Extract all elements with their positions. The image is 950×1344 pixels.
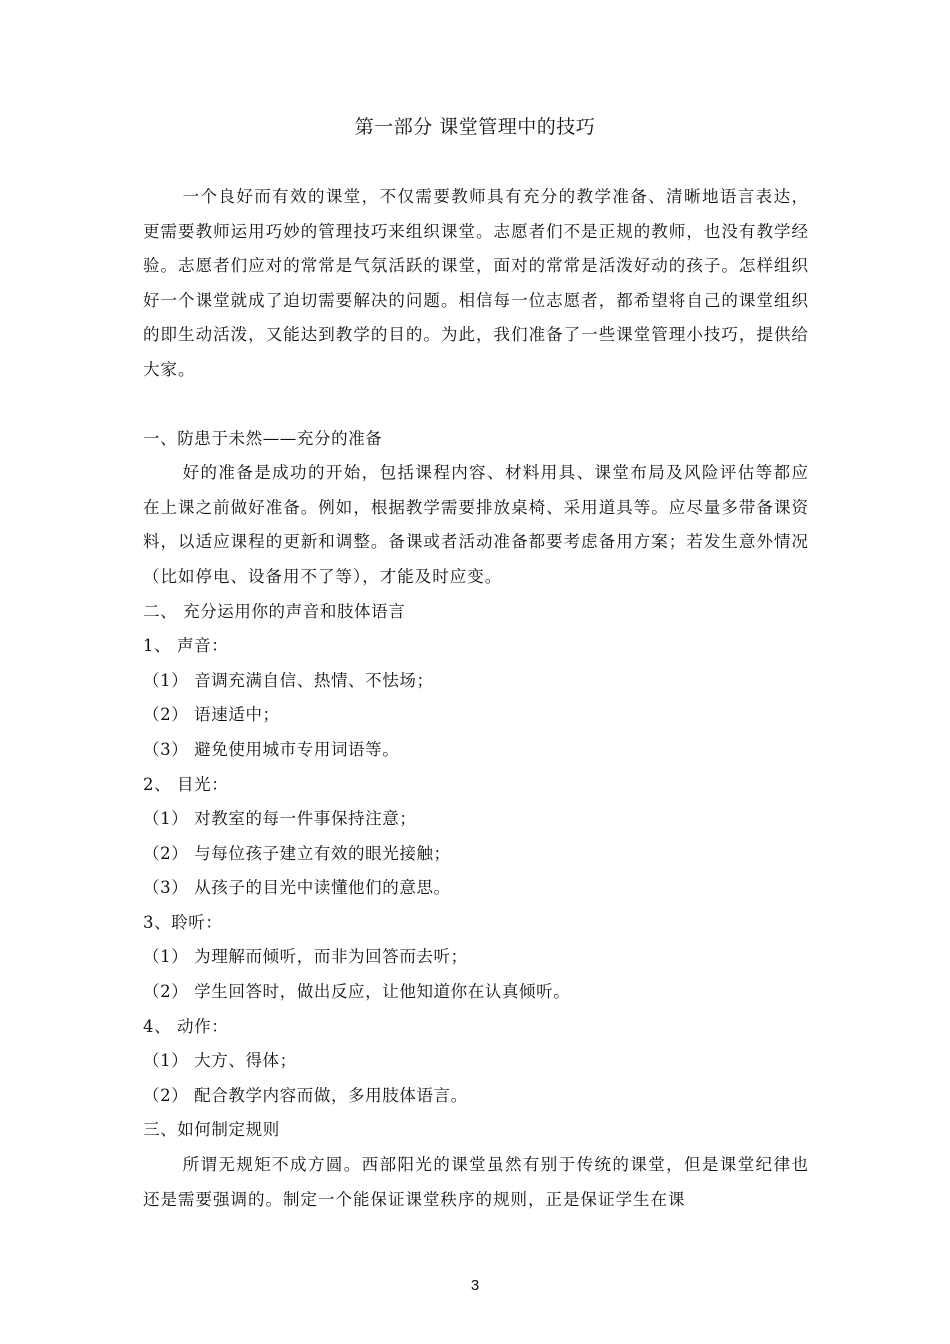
actions-item: （2） 配合教学内容而做，多用肢体语言。 bbox=[143, 1085, 468, 1105]
eyes-heading: 2、 目光： bbox=[143, 774, 229, 794]
section-3-heading: 三、如何制定规则 bbox=[143, 1120, 280, 1140]
eyes-item: （3） 从孩子的目光中读懂他们的意思。 bbox=[143, 878, 451, 898]
intro-paragraph: 一个良好而有效的课堂，不仅需要教师具有充分的教学准备、清晰地语言表达，更需要教师运用巧妙的管理技巧来组织课堂。志愿者们不是正规的教师，也没有教学经验。志愿者们应对的常常是气氛活跃的课堂，面对的常常是活泼好动的孩子。怎样组织好一个课堂就成了迫切需要解决的问题。相信每一位志愿者，都希望将自己的课堂组织的即生动活泼，又能达到教学的目的。为此，我们准备了一些课堂管理小技巧，提供给大家。 bbox=[143, 187, 809, 379]
voice-item: （1） 音调充满自信、热情、不怯场； bbox=[143, 670, 434, 690]
listening-item: （2） 学生回答时，做出反应，让他知道你在认真倾听。 bbox=[143, 982, 571, 1002]
section-1-body: 好的准备是成功的开始，包括课程内容、材料用具、课堂布局及风险评估等都应在上课之前做好准备。例如，根据教学需要排放桌椅、采用道具等。应尽量多带备课资料，以适应课程的更新和调整。备课或者活动准备都要考虑备用方案；若发生意外情况（比如停电、设备用不了等），才能及时应变。 bbox=[143, 463, 809, 586]
actions-heading: 4、 动作： bbox=[143, 1016, 229, 1036]
voice-item: （3） 避免使用城市专用词语等。 bbox=[143, 739, 400, 759]
paragraph-gap bbox=[143, 388, 809, 422]
document-body bbox=[143, 180, 809, 1217]
voice-heading: 1、 声音： bbox=[143, 636, 229, 656]
voice-item: （2） 语速适中； bbox=[143, 705, 280, 725]
actions-item: （1） 大方、得体； bbox=[143, 1051, 297, 1071]
section-1-heading: 一、防患于未然——充分的准备 bbox=[143, 428, 383, 448]
section-3-body: 所谓无规矩不成方圆。西部阳光的课堂虽然有别于传统的课堂，但是课堂纪律也还是需要强调的。制定一个能保证课堂秩序的规则，正是保证学生在课 bbox=[143, 1155, 809, 1209]
eyes-item: （1） 对教室的每一件事保持注意； bbox=[143, 809, 417, 829]
eyes-item: （2） 与每位孩子建立有效的眼光接触； bbox=[143, 843, 451, 863]
page-title: 第一部分 课堂管理中的技巧 bbox=[354, 116, 596, 138]
section-2-heading: 二、 充分运用你的声音和肢体语言 bbox=[143, 601, 406, 621]
page-number: 3 bbox=[470, 1277, 480, 1294]
listening-heading: 3、聆听： bbox=[143, 912, 223, 932]
listening-item: （1） 为理解而倾听，而非为回答而去听； bbox=[143, 947, 468, 967]
